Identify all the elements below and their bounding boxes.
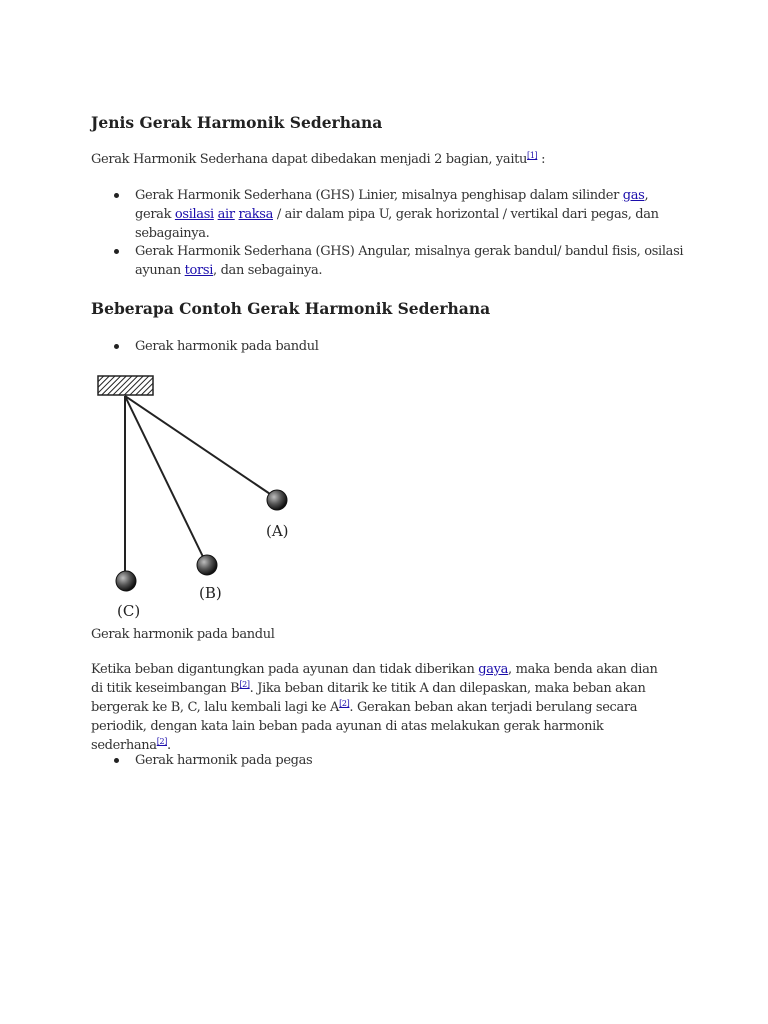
section-heading-jenis: Jenis Gerak Harmonik Sederhana bbox=[91, 113, 383, 132]
link-osilasi[interactable]: osilasi bbox=[174, 207, 214, 222]
intro-end: : bbox=[537, 152, 546, 167]
bullet-text: Gerak Harmonik Sederhana (GHS) Angular, misalnya gerak bandul/ bandul fisis, osilasi ayunan bbox=[135, 244, 684, 278]
bullet-icon bbox=[114, 758, 119, 763]
link-air[interactable]: air bbox=[217, 207, 235, 222]
bullet-icon bbox=[114, 344, 119, 349]
bullet-text: Gerak harmonik pada bandul bbox=[135, 339, 319, 354]
label-b: (B) bbox=[199, 584, 222, 602]
bob-c bbox=[116, 571, 136, 591]
para-text: Ketika beban digantungkan pada ayunan dan tidak diberikan bbox=[91, 662, 479, 677]
figure-caption: Gerak harmonik pada bandul bbox=[91, 627, 275, 642]
bullet-text: , gerak bbox=[135, 188, 649, 222]
list-item-bandul bbox=[114, 337, 684, 356]
bullet-icon bbox=[114, 193, 119, 198]
link-torsi[interactable]: torsi bbox=[184, 263, 214, 278]
section-heading-contoh: Beberapa Contoh Gerak Harmonik Sederhana bbox=[91, 299, 491, 318]
bullet-text: / air dalam pipa U, gerak horizontal / vertikal dari pegas, dan sebagainya. bbox=[135, 207, 659, 241]
list-item-ghs-angular bbox=[114, 242, 684, 280]
para-text: , maka benda akan dian di titik keseimbangan B bbox=[91, 662, 658, 696]
bullet-text: Gerak Harmonik Sederhana (GHS) Linier, misalnya penghisap dalam silinder bbox=[135, 188, 623, 203]
pendulum-support bbox=[98, 376, 153, 395]
link-gaya[interactable]: gaya bbox=[478, 662, 509, 677]
bob-b bbox=[197, 555, 217, 575]
ref-link-2c[interactable]: [2] bbox=[156, 737, 167, 746]
string-a bbox=[125, 396, 276, 498]
para-text: . bbox=[167, 738, 171, 753]
list-item-ghs-linier bbox=[114, 186, 684, 243]
pendulum-paragraph bbox=[91, 660, 666, 755]
ref-link-2b[interactable]: [2] bbox=[339, 699, 350, 708]
intro-text: Gerak Harmonik Sederhana dapat dibedakan menjadi 2 bagian, yaitu bbox=[91, 152, 528, 167]
bob-a bbox=[267, 490, 287, 510]
para-text: . Gerakan beban akan terjadi berulang secara periodik, dengan kata lain beban pada ayunan di atas melakukan gerak harmonik sederhana bbox=[91, 700, 638, 753]
label-a: (A) bbox=[266, 522, 289, 540]
ref-link-2[interactable]: [2] bbox=[239, 680, 250, 689]
label-c: (C) bbox=[117, 602, 141, 620]
link-gas[interactable]: gas bbox=[622, 188, 645, 203]
pendulum-figure bbox=[92, 370, 322, 622]
para-text: . Jika beban ditarik ke titik A dan dilepaskan, maka beban akan bergerak ke B, C, lalu kembali lagi ke A bbox=[91, 681, 646, 715]
ref-link-1[interactable]: [1] bbox=[527, 151, 538, 160]
intro-paragraph bbox=[91, 150, 691, 169]
bullet-text: , dan sebagainya. bbox=[213, 263, 323, 278]
list-item-pegas bbox=[114, 751, 684, 770]
string-b bbox=[125, 396, 206, 563]
bullet-icon bbox=[114, 249, 119, 254]
bullet-text: Gerak harmonik pada pegas bbox=[135, 753, 313, 768]
link-raksa[interactable]: raksa bbox=[238, 207, 274, 222]
